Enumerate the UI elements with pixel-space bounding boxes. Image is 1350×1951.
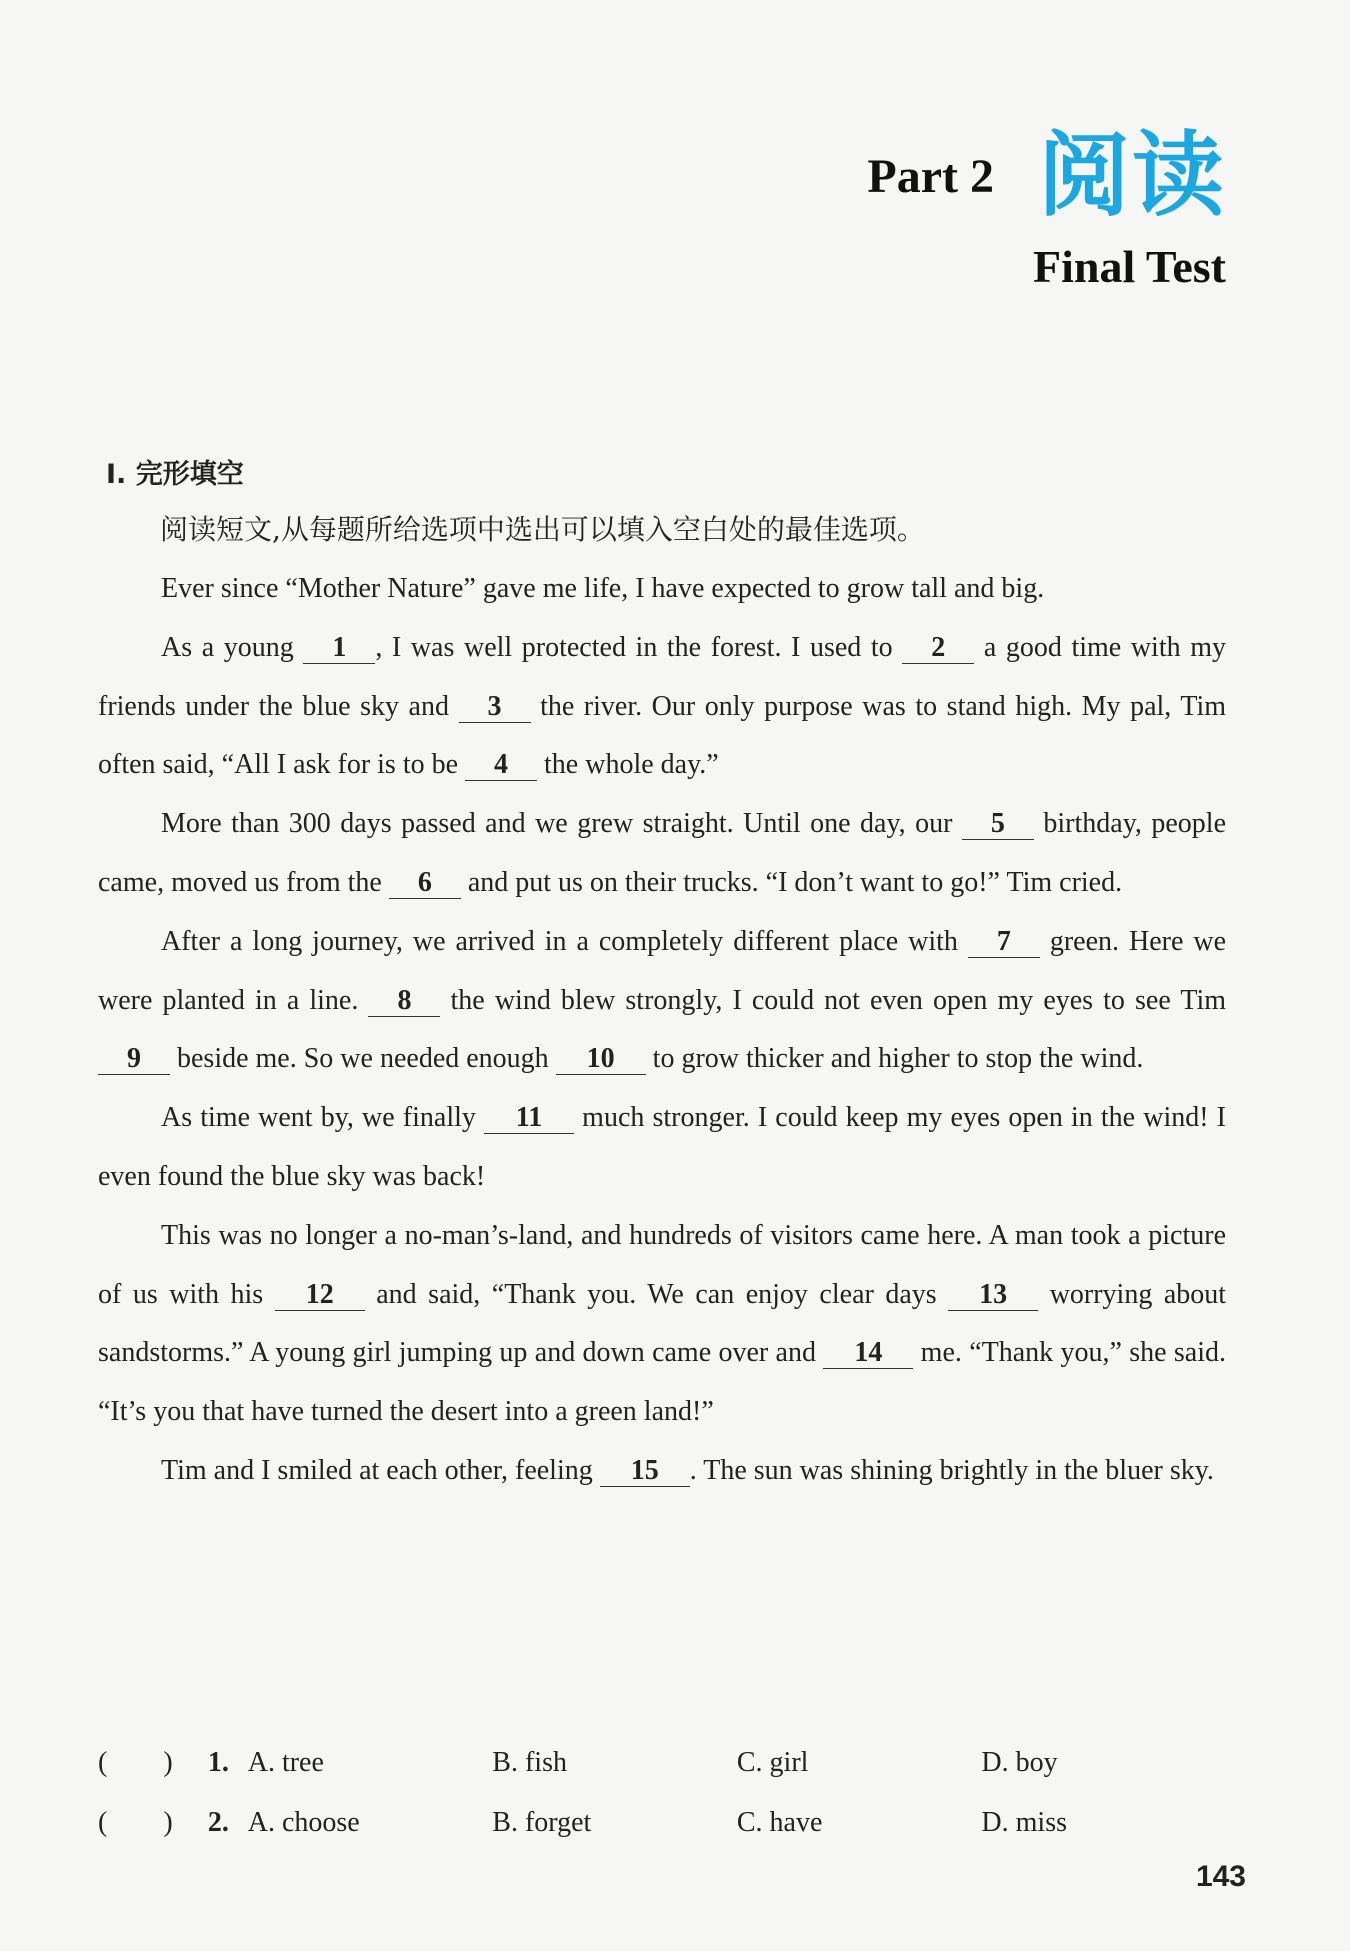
passage-text: and said, “Thank you. We can enjoy clear days (376, 1278, 937, 1310)
section-heading: Ⅰ. 完形填空 (106, 459, 244, 490)
blank-4[interactable]: 4 (465, 750, 537, 781)
passage-text: to grow thicker and higher to stop the wind. (652, 1043, 1144, 1075)
paragraph-5 (98, 1089, 1226, 1207)
passage-text: and put us on their trucks. “I don’t want to go!” Tim cried. (467, 866, 1123, 898)
blank-11[interactable]: 11 (484, 1103, 574, 1134)
blank-14[interactable]: 14 (823, 1338, 913, 1369)
paragraph-2 (98, 619, 1226, 795)
blank-8[interactable]: 8 (368, 986, 440, 1017)
blank-12[interactable]: 12 (275, 1280, 365, 1311)
question-row (98, 1740, 1226, 1800)
blank-13[interactable]: 13 (948, 1280, 1038, 1311)
passage-text: beside me. So we needed enough (177, 1043, 549, 1075)
passage-text: me. “Thank you,” she said. “It’s you that have turned the desert into a green land!” (98, 1337, 1227, 1428)
option-a[interactable]: A. choose (247, 1807, 360, 1838)
blank-5[interactable]: 5 (962, 809, 1034, 840)
paragraph-4 (98, 913, 1226, 1089)
test-title: Final Test (1032, 241, 1226, 292)
answer-bracket[interactable]: ( ) (98, 1807, 173, 1838)
passage-text: . The sun was shining brightly in the bluer sky. (689, 1454, 1214, 1486)
blank-10[interactable]: 10 (556, 1044, 646, 1075)
question-number: 2. (207, 1807, 229, 1838)
question-row (98, 1800, 1226, 1860)
option-c[interactable]: C. girl (736, 1747, 809, 1778)
blank-15[interactable]: 15 (600, 1456, 690, 1487)
answer-bracket[interactable]: ( ) (98, 1747, 173, 1778)
paragraph-7 (98, 1442, 1226, 1501)
option-d[interactable]: D. miss (981, 1807, 1067, 1838)
blank-7[interactable]: 7 (968, 927, 1040, 958)
passage-text: worrying about sandstorms.” A young girl jumping up and down came over and (98, 1278, 1227, 1369)
passage-text: birthday, people came, moved us from the (98, 808, 1227, 898)
passage-text: a good time with my friends under the blue sky and (98, 631, 1226, 722)
passage-text: As time went by, we finally (161, 1102, 476, 1134)
section-instruction: 阅读短文,从每题所给选项中选出可以填入空白处的最佳选项。 (160, 513, 925, 546)
option-a[interactable]: A. tree (247, 1747, 324, 1778)
page-number: 143 (1195, 1860, 1246, 1893)
passage-text: After a long journey, we arrived in a completely different place with (161, 925, 958, 957)
passage-text: the whole day.” (544, 749, 719, 781)
option-b[interactable]: B. forget (492, 1807, 592, 1838)
passage-text: As a young (161, 631, 294, 663)
paragraph-3 (98, 795, 1226, 913)
paragraph-6 (98, 1207, 1226, 1442)
blank-2[interactable]: 2 (902, 633, 974, 664)
passage-text: More than 300 days passed and we grew straight. Until one day, our (161, 808, 953, 840)
blank-9[interactable]: 9 (98, 1044, 170, 1075)
passage-text: This was no longer a no-man’s-land, and hundreds of visitors came here. A man took a picture of us with his (98, 1219, 1226, 1310)
passage-text: much stronger. I could keep my eyes open in the wind! I even found the blue sky was back! (98, 1102, 1227, 1192)
passage-text: the wind blew strongly, I could not even open my eyes to see Tim (450, 984, 1227, 1016)
option-b[interactable]: B. fish (492, 1747, 567, 1778)
part-title: 阅读 (1037, 122, 1226, 229)
paragraph-1: Ever since “Mother Nature” gave me life, I have expected to grow tall and big. (161, 573, 1045, 604)
option-c[interactable]: C. have (736, 1807, 823, 1838)
blank-1[interactable]: 1 (303, 633, 375, 664)
question-options (98, 1740, 1226, 1860)
passage-text: the river. Our only purpose was to stand high. My pal, Tim often said, “All I ask for is to be (98, 690, 1227, 781)
passage-text: , I was well protected in the forest. I used to (375, 631, 893, 663)
page-header (867, 122, 1226, 293)
passage-text: green. Here we were planted in a line. (98, 925, 1227, 1016)
cloze-passage (98, 560, 1226, 1501)
blank-6[interactable]: 6 (389, 868, 461, 899)
blank-3[interactable]: 3 (459, 692, 531, 723)
option-d[interactable]: D. boy (981, 1747, 1058, 1778)
passage-text: Tim and I smiled at each other, feeling (161, 1454, 593, 1486)
question-number: 1. (207, 1747, 229, 1778)
part-label: Part 2 (867, 149, 994, 203)
